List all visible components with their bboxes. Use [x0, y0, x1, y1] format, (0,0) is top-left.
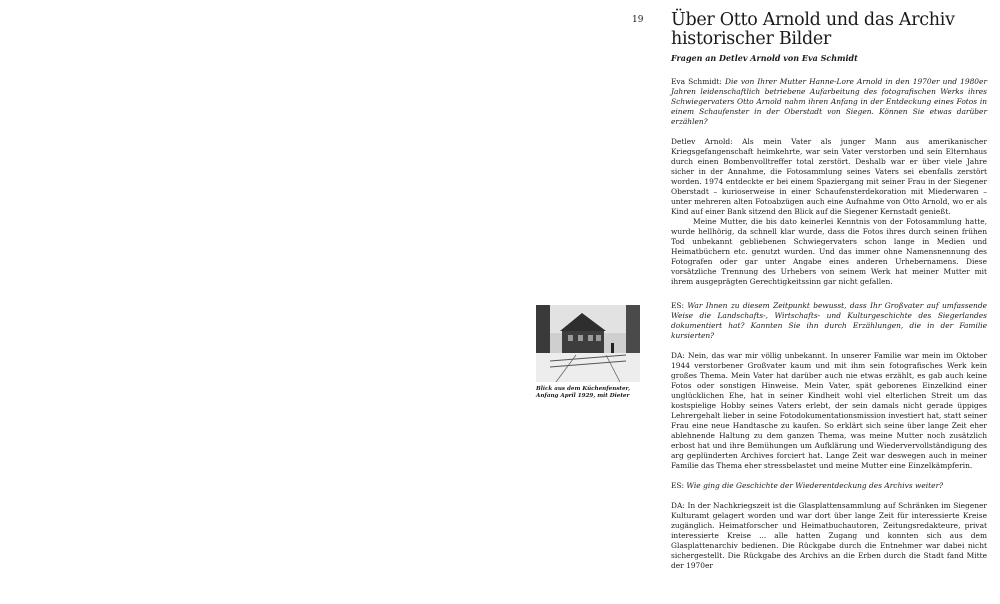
question-text: Die von Ihrer Mutter Hanne-Lore Arnold in den 1970er und 1980er Jahren leidenschaftlich betriebene Aufarbeitung des fotografischen Werks ihres Schwiegervaters Otto Arnold nahm ihren Anfang in der Entdeckung eines Fotos in einem Schaufenster in der Oberstadt von Siegen. Können Sie etwas darüber erzählen?	[671, 77, 987, 126]
historic-photo-kitchen-window	[536, 305, 640, 382]
photo-caption: Blick aus dem Küchenfenster, Anfang April 1929, mit Dieter	[536, 386, 631, 399]
answer-text: Meine Mutter, die bis dato keinerlei Kenntnis von der Fotosammlung hatte, wurde hellhörig, da schnell klar wurde, dass die Fotos ihres durch seinen frühen Tod unbekannt gebliebenen Schwiegervaters schon lange in Medien und Heimatbüchern etc. genutzt wurden. Und das immer ohne Namensnennung des Fotografen oder gar unter Angabe eines anderen Urhebernamens. Diese vorsätzliche Trennung des Urhebers von seinem Werk hat meiner Mutter mit ihrem ausgeprägten Gerechtigkeitssinn gar nicht gefallen.	[671, 217, 987, 286]
paragraph	[671, 217, 987, 287]
interview-body	[671, 77, 987, 581]
speaker-label: ES:	[671, 481, 687, 490]
paragraph	[671, 501, 987, 571]
speaker-label: DA:	[671, 351, 688, 360]
speaker-label: ES:	[671, 301, 688, 310]
question-text: War Ihnen zu diesem Zeitpunkt bewusst, dass Ihr Großvater auf umfassende Weise die Landschafts-, Wirtschafts- und Kulturgeschichte des Siegerlandes dokumentiert hat? Kannten Sie ihn durch Erzählungen, die in der Familie kursierten?	[671, 301, 987, 340]
page-subtitle: Fragen an Detlev Arnold von Eva Schmidt	[671, 53, 858, 63]
paragraph	[671, 481, 987, 491]
page-title: Über Otto Arnold und das Archiv historischer Bilder	[671, 10, 955, 49]
speaker-label: Detlev Arnold:	[671, 137, 743, 146]
paragraph	[671, 137, 987, 217]
answer-text: In der Nachkriegszeit ist die Glasplattensammlung auf Schränken im Siegener Kulturamt gelagert worden und war dort über lange Zeit für interessierte Kreise zugänglich. Heimatforscher und Heimatbuchautoren, Zeitungsredakteure, privat interessierte Kreise ... alle hatten Zugang und konnten sich aus dem Glasplattenarchiv bedienen. Die Rückgabe durch die Entnehmer war dabei nicht sichergestellt. Die Rückgabe des Archivs an die Erben durch die Stadt fand Mitte der 1970er	[671, 501, 987, 570]
question-text: Wie ging die Geschichte der Wiederentdeckung des Archivs weiter?	[686, 481, 944, 490]
paragraph	[671, 351, 987, 471]
speaker-label: Eva Schmidt:	[671, 77, 725, 86]
speaker-label: DA:	[671, 501, 688, 510]
paragraph	[671, 77, 987, 127]
page-number: 19	[632, 15, 644, 25]
paragraph	[671, 301, 987, 341]
answer-text: Als mein Vater als junger Mann aus amerikanischer Kriegsgefangenschaft heimkehrte, war sein Vater verstorben und sein Elternhaus durch einen Bombenvolltreffer total zerstört. Deshalb war er über viele Jahre sicher in der Annahme, die Fotosammlung seines Vaters sei ebenfalls zerstört worden. 1974 entdeckte er bei einem Spaziergang mit seiner Frau in der Siegener Oberstadt – kurioserweise in einer Schaufensterdekoration mit Miederwaren – unter mehreren alten Fotoabzügen auch eine Aufnahme von Otto Arnold, wo er als Kind auf einer Bank sitzend den Blick auf die Siegener Kernstadt genießt.	[671, 137, 988, 216]
answer-text: Nein, das war mir völlig unbekannt. In unserer Familie war mein im Oktober 1944 verstorbener Großvater kaum und mit ihm sein fotografisches Werk kein großes Thema. Mein Vater hat darüber auch nie etwas erzählt, es gab auch keine Fotos oder sonstigen Hinweise. Mein Vater, spät geborenes Einzelkind einer unglücklichen Ehe, hat in seiner Kindheit wohl viel elterlichen Streit um das kostspielige Hobby seines Vaters erlebt, der sein damals nicht gerade üppiges Lehrergehalt lieber in seine Fotodokumentationsmission investiert hat, statt seiner Frau eine neue Handtasche zu kaufen. So erklärt sich seine über lange Zeit eher ablehnende Haltung zu dem ganzen Thema, was meine Mutter noch zusätzlich erbost hat und ihre Bemühungen um Aufklärung und Wiedervervollständigung des arg geplünderten Archives forciert hat. Lange Zeit war deswegen auch in meiner Familie das Thema eher stressbelastet und meine Mutter eine Einzelkämpferin.	[671, 351, 987, 470]
